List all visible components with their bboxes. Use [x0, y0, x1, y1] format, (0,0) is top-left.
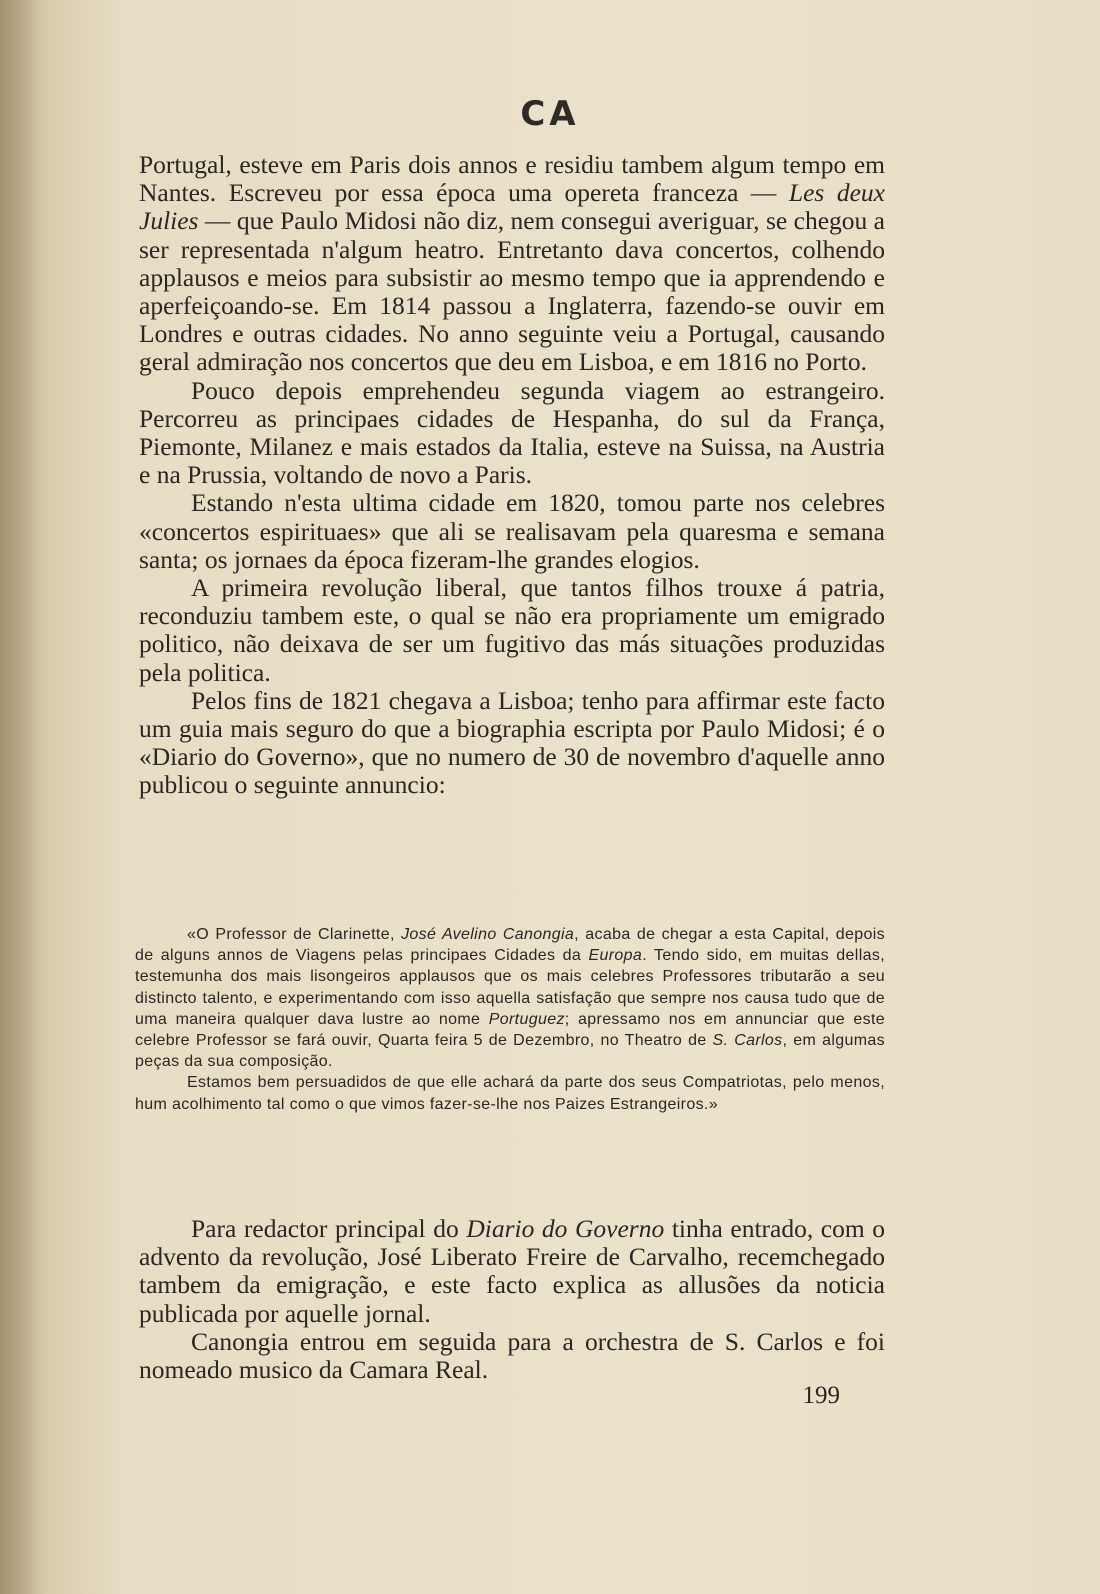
- paragraph-3: Estando n'esta ultima cidade em 1820, tomou parte nos celebres «concertos espirituaes» que ali se realisavam pela quaresma e semana santa; os jornaes da época fizeram-lhe grandes elogios.: [139, 488, 885, 574]
- running-head: CA: [520, 94, 580, 134]
- main-text: [139, 151, 885, 800]
- paragraph-1: Portugal, esteve em Paris dois annos e residiu tambem algum tempo em Nantes. Escreveu por essa época uma opereta franceza — Les deux Julies — que Paulo Midosi não diz, nem consegui averiguar, se chegou a ser representada n'algum heatro. Entretanto dava concertos, colhendo applausos e meios para subsistir ao mesmo tempo que ia apprendendo e aperfeiçoando-se. Em 1814 passou a Inglaterra, fazendo-se ouvir em Londres e outras cidades. No anno seguinte veiu a Portugal, causando geral admiração nos concertos que deu em Lisboa, e em 1816 no Porto.: [139, 150, 886, 377]
- paragraph-7: Canongia entrou em seguida para a orchestra de S. Carlos e foi nomeado musico da Camara Real.: [139, 1326, 885, 1385]
- quote-paragraph-1: «O Professor de Clarinette, José Avelino Canongia, acaba de chegar a esta Capital, depois de alguns annos de Viagens pelas principaes Cidades da Europa. Tendo sido, em muitas dellas, testemunha dos mais lisongeiros applausos que os mais celebres Professores tributarão a seu distincto talento, e experimentando com isso aquella satisfação que sempre nos causa tudo que de uma maneira qualquer dava lustre ao nome Portuguez; apressamo nos em annunciar que este celebre Professor se fará ouvir, Quarta feira 5 de Dezembro, no Theatro de S. Carlos, em algumas peças da sua composição.: [135, 926, 886, 1071]
- quote-paragraph-2: Estamos bem persuadidos de que elle achará da parte dos seus Compatriotas, pelo menos, hum acolhimento tal como o que vimos fazer-se-lhe nos Paizes Estrangeiros.»: [135, 1074, 885, 1113]
- tail-text: [139, 1215, 885, 1384]
- gutter-shadow: [0, 0, 46, 1594]
- newspaper-title: Diario do Governo: [466, 1214, 665, 1243]
- paragraph-6: Para redactor principal do Diario do Governo tinha entrado, com o advento da revolução, José Liberato Freire de Carvalho, recemchegado tambem da emigração, e este facto explica as allusões da noticia publicada por aquelle jornal.: [139, 1214, 886, 1328]
- paragraph-2: Pouco depois emprehendeu segunda viagem ao estrangeiro. Percorreu as principaes cidades de Hespanha, do sul da França, Piemonte, Milanez e mais estados da Italia, esteve na Suissa, na Austria e na Prussia, voltando de novo a Paris.: [139, 375, 885, 490]
- newspaper-quote: [135, 924, 885, 1115]
- paragraph-5: Pelos fins de 1821 chegava a Lisboa; tenho para affirmar este facto um guia mais seguro do que a biographia escripta por Paulo Midosi; é o «Diario do Governo», que no numero de 30 de novembro d'aquelle anno publicou o seguinte annuncio:: [139, 685, 885, 800]
- opera-title: Les deux Julies: [139, 178, 885, 236]
- paragraph-4: A primeira revolução liberal, que tantos filhos trouxe á patria, reconduziu tambem este, o qual se não era propriamente um emigrado politico, não deixava de ser um fugitivo das más situações produzidas pela politica.: [139, 573, 885, 687]
- page-number: 199: [802, 1382, 840, 1409]
